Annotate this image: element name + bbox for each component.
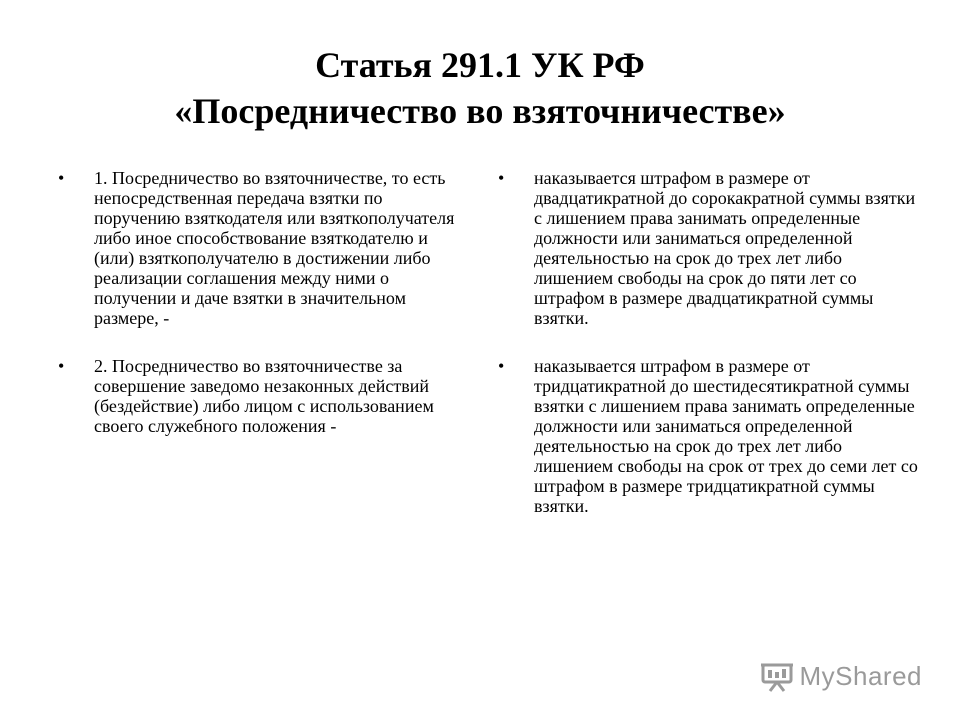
bullet-icon: • — [498, 168, 505, 188]
list-item-text: 2. Посредничество во взяточничестве за совершение заведомо незаконных действий (бездействие) либо лицом с использованием своего служебного положения - — [94, 356, 434, 436]
list-item-penalty-2 — [498, 356, 918, 516]
list-item-text: наказывается штрафом в размере от тридцатикратной до шестидесятикратной суммы взятки с лишением права занимать определенные должности или заниматься определенной деятельностью на срок до трех лет либо лишением свободы на срок от трех до семи лет со штрафом в размере тридцатикратной суммы взятки. — [534, 356, 918, 516]
bullet-icon: • — [498, 356, 505, 376]
slide-title — [0, 42, 960, 134]
watermark-text: MyShared — [799, 661, 922, 691]
list-item-text: наказывается штрафом в размере от двадцатикратной до сорокакратной суммы взятки с лишением права занимать определенные должности или заниматься определенной деятельностью на срок до трех лет либо лишением свободы на срок до пяти лет со штрафом в размере двадцатикратной суммы взятки. — [534, 168, 916, 328]
slide-title-line-2: «Посредничество во взяточничестве» — [174, 91, 786, 131]
list-item-text: 1. Посредничество во взяточничестве, то есть непосредственная передача взятки по поручению взяткодателя или взяткополучателя либо иное способствование взяткодателю и (или) взяткополучателю в достижении либо реализации соглашения между ними о получении и даче взятки в значительном размере, - — [94, 168, 455, 328]
slide-title-line-1: Статья 291.1 УК РФ — [315, 45, 645, 85]
presentation-board-icon — [760, 662, 794, 692]
bullet-icon: • — [58, 168, 65, 188]
right-column-list — [498, 168, 918, 544]
list-item-part-1 — [58, 168, 470, 328]
list-item-penalty-1 — [498, 168, 918, 328]
list-item-part-2 — [58, 356, 470, 436]
left-column-list — [58, 168, 470, 464]
bullet-icon: • — [58, 356, 65, 376]
myshared-watermark — [760, 661, 923, 692]
